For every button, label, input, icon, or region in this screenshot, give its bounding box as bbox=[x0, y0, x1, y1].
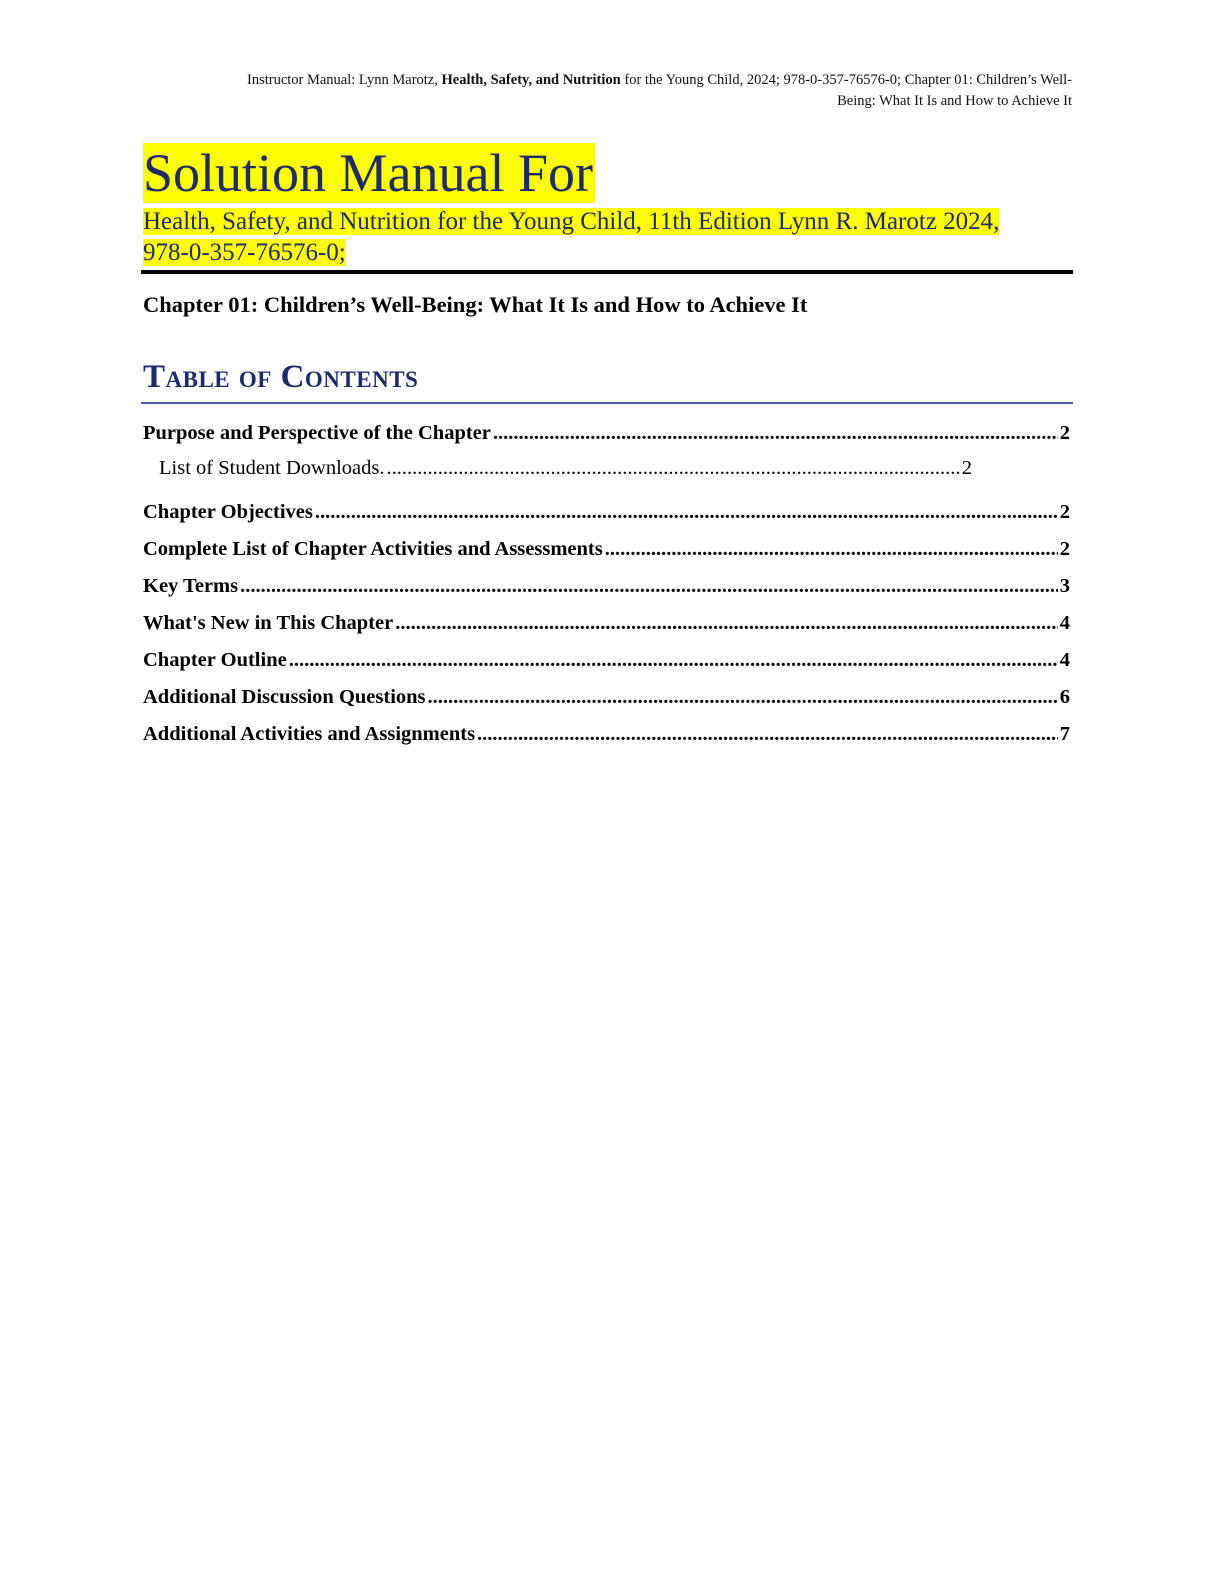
toc-entry-page: 7 bbox=[1059, 723, 1070, 745]
toc-heading: Table of Contents bbox=[143, 359, 419, 395]
toc-entry-label: List of Student Downloads. bbox=[159, 457, 385, 479]
toc-entry-student-downloads[interactable] bbox=[159, 455, 972, 481]
toc-entry-label: Additional Discussion Questions bbox=[143, 686, 426, 708]
toc-entry-page: 2 bbox=[1059, 501, 1070, 523]
toc-leader-dots bbox=[240, 573, 1058, 599]
toc-leader-dots bbox=[493, 420, 1058, 446]
toc-entry-key-terms[interactable] bbox=[143, 573, 1070, 599]
toc-entry-page: 6 bbox=[1059, 686, 1070, 708]
title-divider bbox=[141, 270, 1073, 274]
toc-entry-label: Complete List of Chapter Activities and Assessments bbox=[143, 538, 603, 560]
toc-leader-dots bbox=[605, 536, 1058, 562]
main-title: Solution Manual For bbox=[143, 143, 594, 203]
toc-entry-label: Additional Activities and Assignments bbox=[143, 723, 476, 745]
toc-entry-whats-new[interactable] bbox=[143, 610, 1070, 636]
toc-entry-label: Purpose and Perspective of the Chapter bbox=[143, 422, 491, 444]
toc-entry-label: Chapter Outline bbox=[143, 649, 287, 671]
toc-leader-dots bbox=[289, 647, 1058, 673]
running-header-text-1: Instructor Manual: Lynn Marotz, bbox=[246, 72, 442, 88]
toc-entry-outline[interactable] bbox=[143, 647, 1070, 673]
toc-entry-page: 2 bbox=[1059, 422, 1070, 444]
running-header-book-title: Health, Safety, and Nutrition bbox=[441, 72, 621, 88]
toc-entry-label: Chapter Objectives bbox=[143, 501, 313, 523]
toc-leader-dots bbox=[477, 721, 1058, 747]
running-header-text-2: for the Young Child, 2024; 978-0-357-76576-0; Chapter 01: Children’s Well- bbox=[620, 72, 1072, 88]
toc-leader-dots bbox=[387, 455, 960, 481]
chapter-heading: Chapter 01: Children’s Well-Being: What It Is and How to Achieve It bbox=[143, 292, 808, 317]
toc-entry-label: What's New in This Chapter bbox=[143, 612, 394, 634]
running-header bbox=[160, 70, 1072, 112]
toc-entry-page: 2 bbox=[961, 457, 972, 479]
toc-entry-purpose[interactable] bbox=[143, 420, 1070, 446]
toc-entry-label: Key Terms bbox=[143, 575, 239, 597]
toc-entry-page: 4 bbox=[1059, 649, 1070, 671]
toc-entry-objectives[interactable] bbox=[143, 499, 1070, 525]
toc-leader-dots bbox=[428, 684, 1058, 710]
toc-entry-activities-assessments[interactable] bbox=[143, 536, 1070, 562]
toc-leader-dots bbox=[395, 610, 1058, 636]
toc-entry-page: 2 bbox=[1059, 538, 1070, 560]
toc-entry-additional-activities[interactable] bbox=[143, 721, 1070, 747]
toc-entry-page: 3 bbox=[1059, 575, 1070, 597]
title-block bbox=[143, 140, 1073, 268]
running-header-text-3: Being: What It Is and How to Achieve It bbox=[837, 93, 1072, 109]
toc-heading-divider bbox=[141, 402, 1073, 404]
subtitle bbox=[143, 206, 1043, 268]
toc-leader-dots bbox=[315, 499, 1058, 525]
toc-entry-page: 4 bbox=[1059, 612, 1070, 634]
subtitle-text: Health, Safety, and Nutrition for the Young Child, 11th Edition Lynn R. Marotz 2024, 978-0-357-76576-0; bbox=[143, 208, 1000, 266]
toc-entry-discussion-questions[interactable] bbox=[143, 684, 1070, 710]
